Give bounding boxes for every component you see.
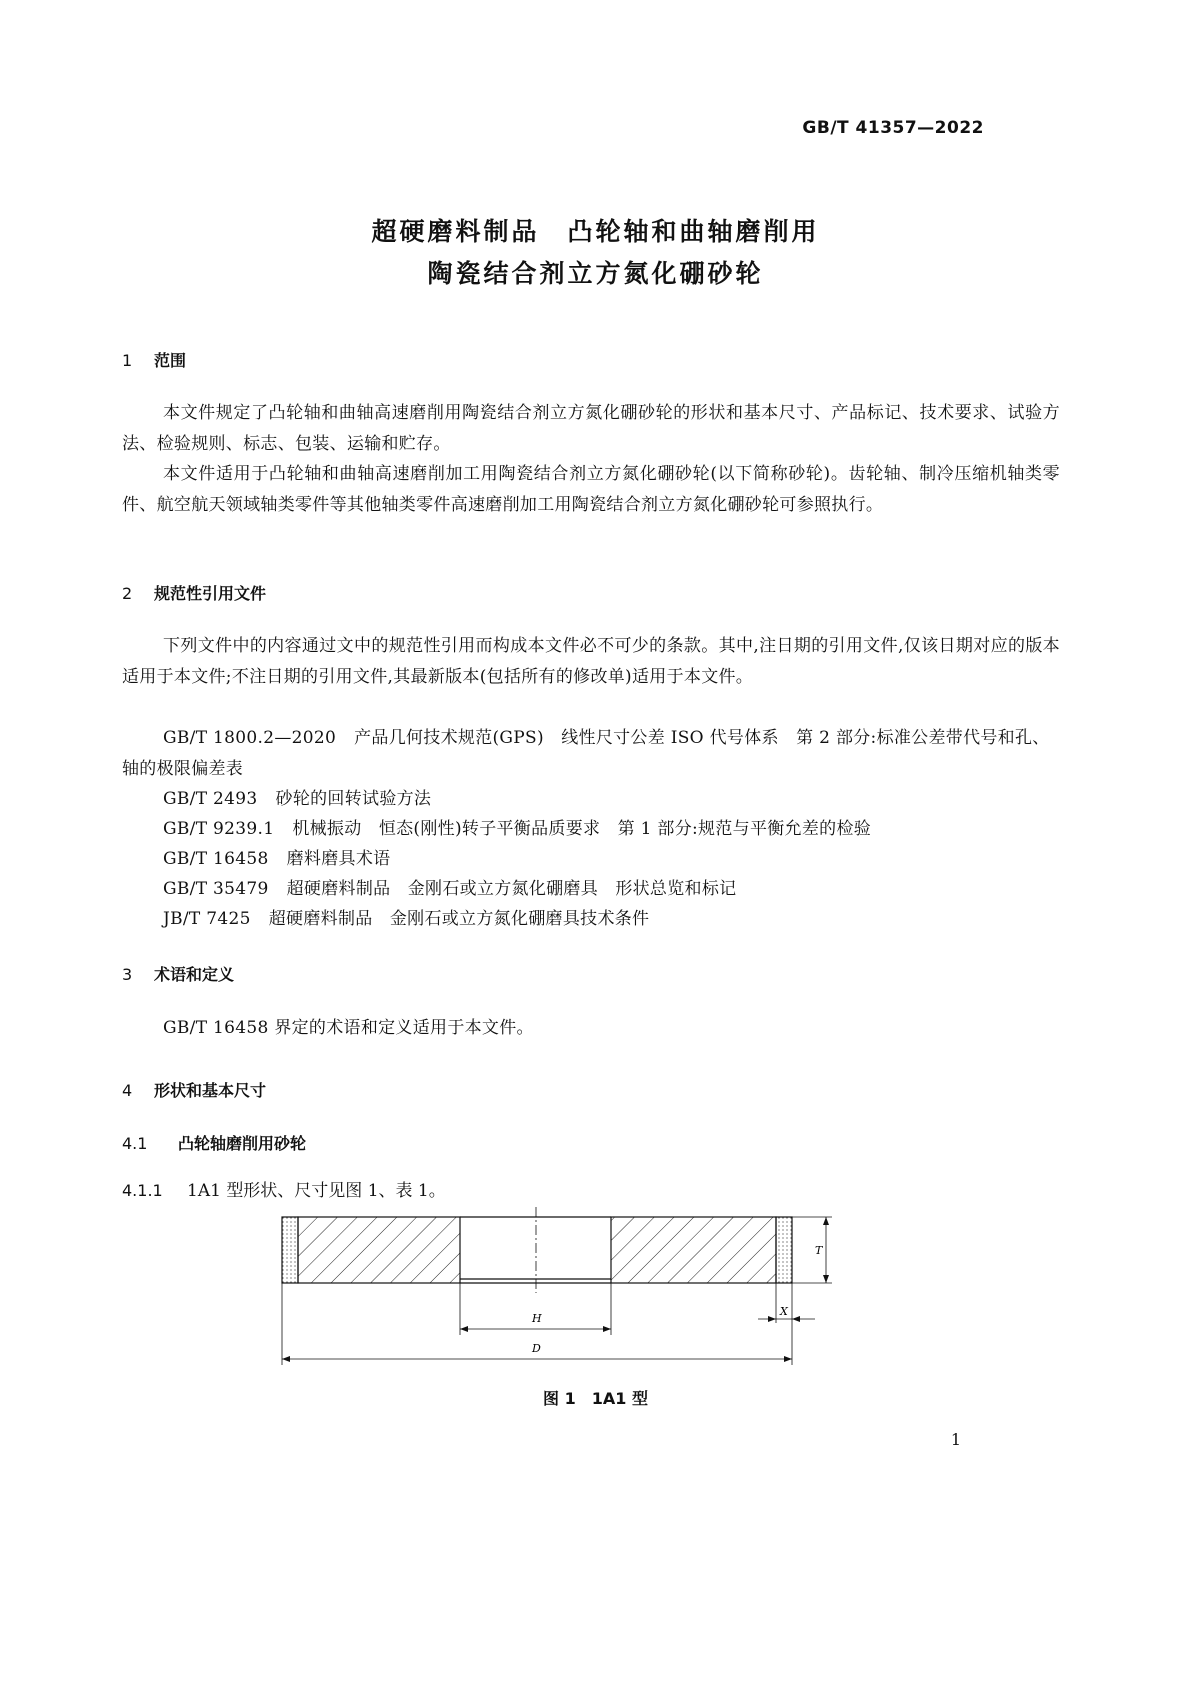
section-4-heading	[122, 1078, 266, 1101]
section-1-heading	[122, 348, 186, 371]
section-4-1-heading	[122, 1131, 306, 1154]
section-title: 形状和基本尺寸	[154, 1081, 267, 1100]
dimension-label-H: H	[532, 1312, 542, 1325]
terms-paragraph: GB/T 16458 界定的术语和定义适用于本文件。	[163, 1018, 534, 1038]
section-title: 术语和定义	[154, 965, 235, 984]
dimension-label-X: X	[780, 1305, 788, 1318]
figure-1-drawing	[270, 1205, 840, 1375]
section-number: 4	[122, 1081, 133, 1100]
normative-intro: 下列文件中的内容通过文中的规范性引用而构成本文件必不可少的条款。其中,注日期的引用文件,仅该日期对应的版本适用于本文件;不注日期的引用文件,其最新版本(包括所有的修改单)适用于本文件。	[122, 636, 1060, 687]
abrasive-layer-left	[282, 1217, 298, 1283]
clause-text: 1A1 型形状、尺寸见图 1、表 1。	[187, 1181, 446, 1201]
reference-title: 产品几何技术规范(GPS) 线性尺寸公差 ISO 代号体系 第 2 部分:标准公差带代号和孔、轴的极限偏差表	[122, 728, 1050, 779]
reference-code: GB/T 2493	[163, 789, 258, 809]
scope-paragraph-1: 本文件规定了凸轮轴和曲轴高速磨削用陶瓷结合剂立方氮化硼砂轮的形状和基本尺寸、产品标记、技术要求、试验方法、检验规则、标志、包装、运输和贮存。	[122, 403, 1060, 454]
reference-item	[163, 874, 736, 905]
page-number: 1	[950, 1430, 961, 1449]
section-title: 规范性引用文件	[154, 584, 267, 603]
section-number: 3	[122, 965, 133, 984]
reference-code: GB/T 16458	[163, 849, 269, 869]
wheel-body-left	[298, 1217, 460, 1283]
reference-title: 超硬磨料制品 金刚石或立方氮化硼磨具 形状总览和标记	[286, 879, 737, 899]
reference-title: 磨料磨具术语	[286, 849, 391, 869]
section-number: 1	[122, 351, 133, 370]
scope-paragraph-2: 本文件适用于凸轮轴和曲轴高速磨削加工用陶瓷结合剂立方氮化硼砂轮(以下简称砂轮)。齿轮轴、制冷压缩机轴类零件、航空航天领域轴类零件等其他轴类零件高速磨削加工用陶瓷结合剂立方氮化硼砂轮可参照执行。	[122, 464, 1060, 515]
section-3-heading	[122, 962, 234, 985]
abrasive-layer-right	[776, 1217, 792, 1283]
wheel-body-right	[611, 1217, 776, 1283]
section-number: 4.1	[122, 1134, 148, 1153]
reference-code: JB/T 7425	[163, 909, 251, 929]
clause-number: 4.1.1	[122, 1181, 163, 1200]
section-title: 范围	[154, 351, 187, 370]
reference-code: GB/T 9239.1	[163, 819, 275, 839]
dimension-label-D: D	[532, 1342, 541, 1355]
title-line-1: 超硬磨料制品 凸轮轴和曲轴磨削用	[371, 217, 820, 246]
reference-title: 机械振动 恒态(刚性)转子平衡品质要求 第 1 部分:规范与平衡允差的检验	[292, 819, 872, 839]
reference-code: GB/T 1800.2—2020	[163, 728, 337, 748]
dimension-label-T: T	[815, 1244, 823, 1257]
document-number: GB/T 41357—2022	[802, 118, 984, 138]
reference-title: 超硬磨料制品 金刚石或立方氮化硼磨具技术条件	[268, 909, 650, 929]
reference-item	[163, 784, 431, 815]
section-title: 凸轮轴磨削用砂轮	[178, 1134, 307, 1153]
section-number: 2	[122, 584, 133, 603]
clause-4-1-1	[122, 1176, 446, 1201]
section-2-heading	[122, 581, 266, 604]
reference-item	[122, 723, 1060, 785]
figure-1-caption: 图 1 1A1 型	[543, 1389, 648, 1408]
reference-code: GB/T 35479	[163, 879, 269, 899]
title-line-2: 陶瓷结合剂立方氮化硼砂轮	[427, 259, 764, 288]
reference-item	[163, 844, 390, 875]
reference-title: 砂轮的回转试验方法	[275, 789, 432, 809]
reference-item	[163, 904, 649, 935]
reference-item	[163, 814, 871, 845]
